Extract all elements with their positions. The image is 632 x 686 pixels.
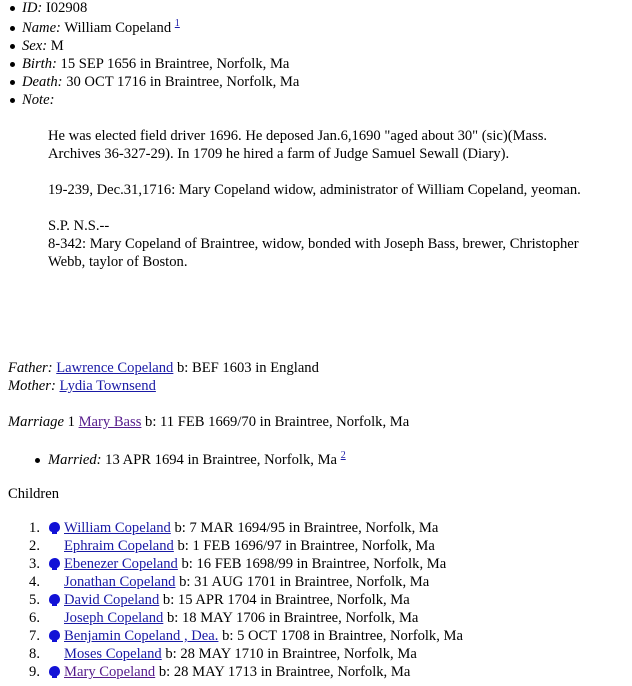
father-row (8, 359, 319, 377)
person-head-icon (47, 629, 61, 643)
child-entry (64, 609, 418, 627)
child-number: 8. (29, 646, 40, 662)
person-head-icon (47, 521, 61, 535)
source-link-2[interactable]: 2 (340, 450, 346, 462)
spouse-birth: b: 11 FEB 1669/70 in Braintree, Norfolk, Ma (141, 414, 410, 430)
name-label: Name: (22, 20, 61, 36)
child-number: 6. (29, 610, 40, 626)
note-line: S.P. N.S.-- (48, 218, 110, 234)
child-entry (64, 591, 410, 609)
child-link[interactable]: Benjamin Copeland , Dea. (64, 628, 219, 644)
child-birth: b: 31 AUG 1701 in Braintree, Norfolk, Ma (175, 574, 430, 590)
child-birth: b: 28 MAY 1713 in Braintree, Norfolk, Ma (155, 664, 411, 680)
id-row (22, 0, 87, 17)
name-value: William Copeland (64, 20, 172, 36)
child-birth: b: 28 MAY 1710 in Braintree, Norfolk, Ma (161, 646, 417, 662)
note-line: 8-342: Mary Copeland of Braintree, widow, bonded with Joseph Bass, brewer, Christopher (48, 236, 579, 252)
child-birth: b: 15 APR 1704 in Braintree, Norfolk, Ma (159, 592, 410, 608)
marriage-number: 1 (67, 414, 75, 430)
married-label: Married: (48, 452, 102, 468)
note-row (22, 91, 54, 109)
father-link[interactable]: Lawrence Copeland (56, 360, 174, 376)
child-number: 4. (29, 574, 40, 590)
child-link[interactable]: Joseph Copeland (64, 610, 164, 626)
child-birth: b: 5 OCT 1708 in Braintree, Norfolk, Ma (218, 628, 463, 644)
child-number: 2. (29, 538, 40, 554)
name-row (22, 19, 180, 37)
note-line: He was elected field driver 1696. He deposed Jan.6,1690 "aged about 30" (sic)(Mass. (48, 128, 548, 144)
bullet (10, 98, 15, 103)
birth-label: Birth: (22, 56, 57, 72)
note-label: Note: (22, 92, 55, 108)
mother-link[interactable]: Lydia Townsend (59, 378, 156, 394)
death-value: 30 OCT 1716 in Braintree, Norfolk, Ma (66, 74, 300, 90)
child-entry (64, 537, 435, 555)
father-birth: b: BEF 1603 in England (173, 360, 319, 376)
child-link[interactable]: Jonathan Copeland (64, 574, 176, 590)
person-head-icon (47, 557, 61, 571)
death-row (22, 73, 299, 91)
child-entry (64, 627, 463, 645)
child-link[interactable]: Mary Copeland (64, 664, 156, 680)
marriage-label: Marriage (8, 414, 64, 430)
child-entry (64, 645, 417, 663)
father-label: Father: (8, 360, 53, 376)
child-link[interactable]: David Copeland (64, 592, 160, 608)
child-birth: b: 16 FEB 1698/99 in Braintree, Norfolk, Ma (177, 556, 447, 572)
bullet (10, 26, 15, 31)
mother-row (8, 377, 156, 395)
child-birth: b: 1 FEB 1696/97 in Braintree, Norfolk, Ma (173, 538, 435, 554)
married-row (48, 451, 346, 469)
spouse-link[interactable]: Mary Bass (78, 414, 142, 430)
death-label: Death: (22, 74, 63, 90)
married-value: 13 APR 1694 in Braintree, Norfolk, Ma (105, 452, 338, 468)
person-head-icon (47, 593, 61, 607)
note-line: Archives 36-327-29). In 1709 he hired a farm of Judge Samuel Sewall (Diary). (48, 146, 510, 162)
id-value: I02908 (45, 0, 88, 16)
child-birth: b: 18 MAY 1706 in Braintree, Norfolk, Ma (163, 610, 419, 626)
bullet (10, 44, 15, 49)
birth-row (22, 55, 289, 73)
child-number: 7. (29, 628, 40, 644)
child-link[interactable]: William Copeland (64, 520, 171, 536)
child-number: 3. (29, 556, 40, 572)
child-entry (64, 663, 410, 681)
child-number: 1. (29, 520, 40, 536)
child-link[interactable]: Ephraim Copeland (64, 538, 174, 554)
note-line: Webb, taylor of Boston. (48, 254, 188, 270)
sex-row (22, 37, 64, 55)
child-number: 9. (29, 664, 40, 680)
sex-label: Sex: (22, 38, 48, 54)
child-entry (64, 573, 429, 591)
sex-value: M (50, 38, 64, 54)
child-link[interactable]: Moses Copeland (64, 646, 162, 662)
child-birth: b: 7 MAR 1694/95 in Braintree, Norfolk, Ma (170, 520, 439, 536)
id-label: ID: (22, 0, 43, 16)
bullet (35, 458, 40, 463)
bullet (10, 80, 15, 85)
person-head-icon (47, 665, 61, 679)
note-line: 19-239, Dec.31,1716: Mary Copeland widow, administrator of William Copeland, yeoman. (48, 182, 581, 198)
bullet (10, 6, 15, 11)
child-link[interactable]: Ebenezer Copeland (64, 556, 178, 572)
mother-label: Mother: (8, 378, 56, 394)
source-link-1[interactable]: 1 (174, 18, 180, 30)
child-number: 5. (29, 592, 40, 608)
child-entry (64, 519, 438, 537)
child-entry (64, 555, 446, 573)
children-heading: Children (8, 486, 60, 502)
bullet (10, 62, 15, 67)
marriage-row (8, 413, 409, 431)
birth-value: 15 SEP 1656 in Braintree, Norfolk, Ma (60, 56, 290, 72)
